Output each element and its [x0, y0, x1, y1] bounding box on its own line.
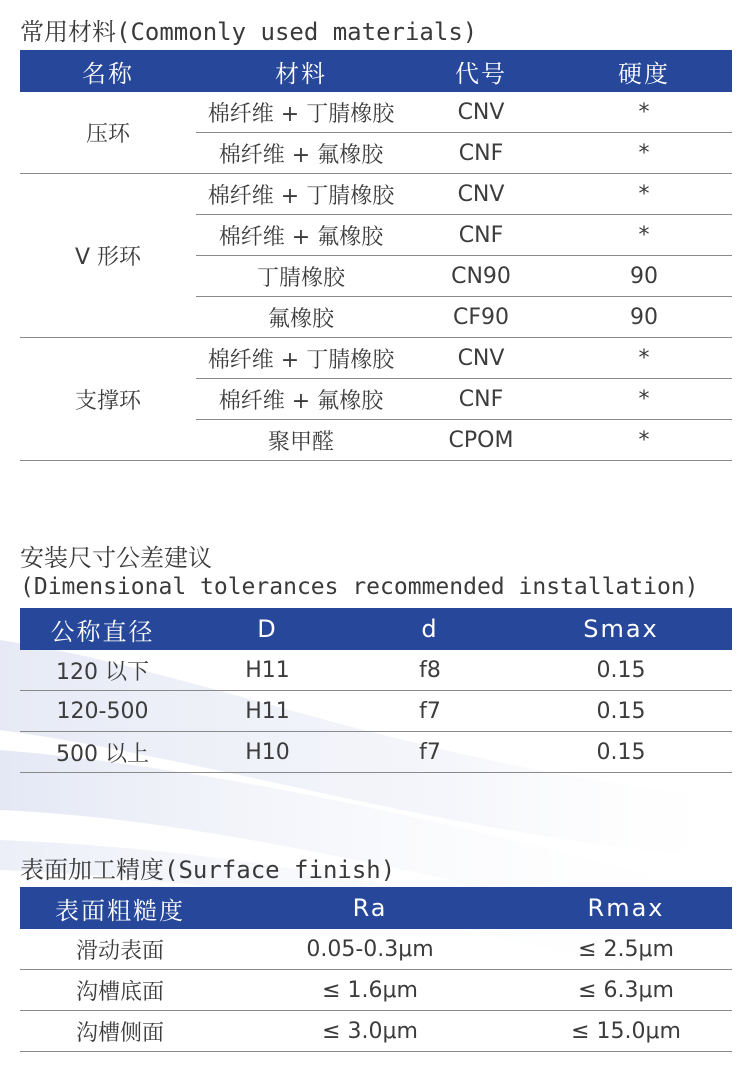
table-row — [20, 174, 732, 215]
header-ra: Ra — [220, 887, 520, 929]
code-cell: CNF — [406, 215, 556, 256]
surface-type-cell: 沟槽侧面 — [20, 1011, 220, 1052]
table-row — [20, 732, 732, 773]
code-cell: CNV — [406, 174, 556, 215]
D-cell: H11 — [185, 691, 350, 732]
code-cell: CNF — [406, 133, 556, 174]
tolerances-title — [20, 538, 212, 573]
table-row — [20, 338, 732, 379]
table-row — [20, 691, 732, 732]
surface-title: 表面加工精度(Surface finish) — [20, 856, 396, 884]
materials-table — [20, 50, 732, 461]
material-cell: 棉纤维 + 丁腈橡胶 — [196, 338, 406, 379]
materials-title: 常用材料(Commonly used materials) — [20, 18, 478, 46]
tolerances-title-cn: 安装尺寸公差建议 — [20, 544, 212, 572]
hardness-cell: * — [556, 92, 732, 133]
d-cell: f7 — [350, 691, 510, 732]
nominal-diameter-cell: 120 以下 — [20, 650, 185, 691]
material-cell: 聚甲醛 — [196, 420, 406, 461]
D-cell: H11 — [185, 650, 350, 691]
hardness-cell: * — [556, 133, 732, 174]
table-row — [20, 92, 732, 133]
tolerances-header-row — [20, 608, 732, 650]
table-row — [20, 929, 732, 970]
ra-cell: ≤ 3.0μm — [220, 1011, 520, 1052]
nominal-diameter-cell: 120-500 — [20, 691, 185, 732]
hardness-cell: * — [556, 215, 732, 256]
surface-table — [20, 887, 732, 1052]
header-rmax: Rmax — [520, 887, 732, 929]
header-d: d — [350, 608, 510, 650]
smax-cell: 0.15 — [510, 732, 732, 773]
material-cell: 棉纤维 + 氟橡胶 — [196, 379, 406, 420]
hardness-cell: * — [556, 338, 732, 379]
tolerances-title-en: (Dimensional tolerances recommended installation) — [20, 574, 699, 600]
code-cell: CNV — [406, 92, 556, 133]
smax-cell: 0.15 — [510, 691, 732, 732]
D-cell: H10 — [185, 732, 350, 773]
group-name-cell: 压环 — [20, 92, 196, 174]
group-name-cell: V 形环 — [20, 174, 196, 338]
rmax-cell: ≤ 2.5μm — [520, 929, 732, 970]
material-cell: 棉纤维 + 氟橡胶 — [196, 133, 406, 174]
code-cell: CF90 — [406, 297, 556, 338]
hardness-cell: * — [556, 379, 732, 420]
table-row — [20, 1011, 732, 1052]
table-row — [20, 970, 732, 1011]
ra-cell: ≤ 1.6μm — [220, 970, 520, 1011]
nominal-diameter-cell: 500 以上 — [20, 732, 185, 773]
table-row — [20, 650, 732, 691]
rmax-cell: ≤ 6.3μm — [520, 970, 732, 1011]
header-material: 材料 — [196, 50, 406, 92]
material-cell: 棉纤维 + 丁腈橡胶 — [196, 92, 406, 133]
surface-header-row — [20, 887, 732, 929]
smax-cell: 0.15 — [510, 650, 732, 691]
material-cell: 丁腈橡胶 — [196, 256, 406, 297]
code-cell: CPOM — [406, 420, 556, 461]
ra-cell: 0.05-0.3μm — [220, 929, 520, 970]
material-cell: 棉纤维 + 丁腈橡胶 — [196, 174, 406, 215]
d-cell: f7 — [350, 732, 510, 773]
header-name: 名称 — [20, 50, 196, 92]
group-name-cell: 支撑环 — [20, 338, 196, 461]
material-cell: 棉纤维 + 氟橡胶 — [196, 215, 406, 256]
surface-type-cell: 滑动表面 — [20, 929, 220, 970]
hardness-cell: 90 — [556, 256, 732, 297]
hardness-cell: * — [556, 174, 732, 215]
code-cell: CN90 — [406, 256, 556, 297]
tolerances-table — [20, 608, 732, 773]
code-cell: CNV — [406, 338, 556, 379]
rmax-cell: ≤ 15.0μm — [520, 1011, 732, 1052]
surface-type-cell: 沟槽底面 — [20, 970, 220, 1011]
header-hardness: 硬度 — [556, 50, 732, 92]
header-nominal-diameter: 公称直径 — [20, 608, 185, 650]
d-cell: f8 — [350, 650, 510, 691]
materials-header-row — [20, 50, 732, 92]
header-smax: Smax — [510, 608, 732, 650]
header-D: D — [185, 608, 350, 650]
code-cell: CNF — [406, 379, 556, 420]
hardness-cell: 90 — [556, 297, 732, 338]
material-cell: 氟橡胶 — [196, 297, 406, 338]
header-code: 代号 — [406, 50, 556, 92]
hardness-cell: * — [556, 420, 732, 461]
header-roughness: 表面粗糙度 — [20, 887, 220, 929]
